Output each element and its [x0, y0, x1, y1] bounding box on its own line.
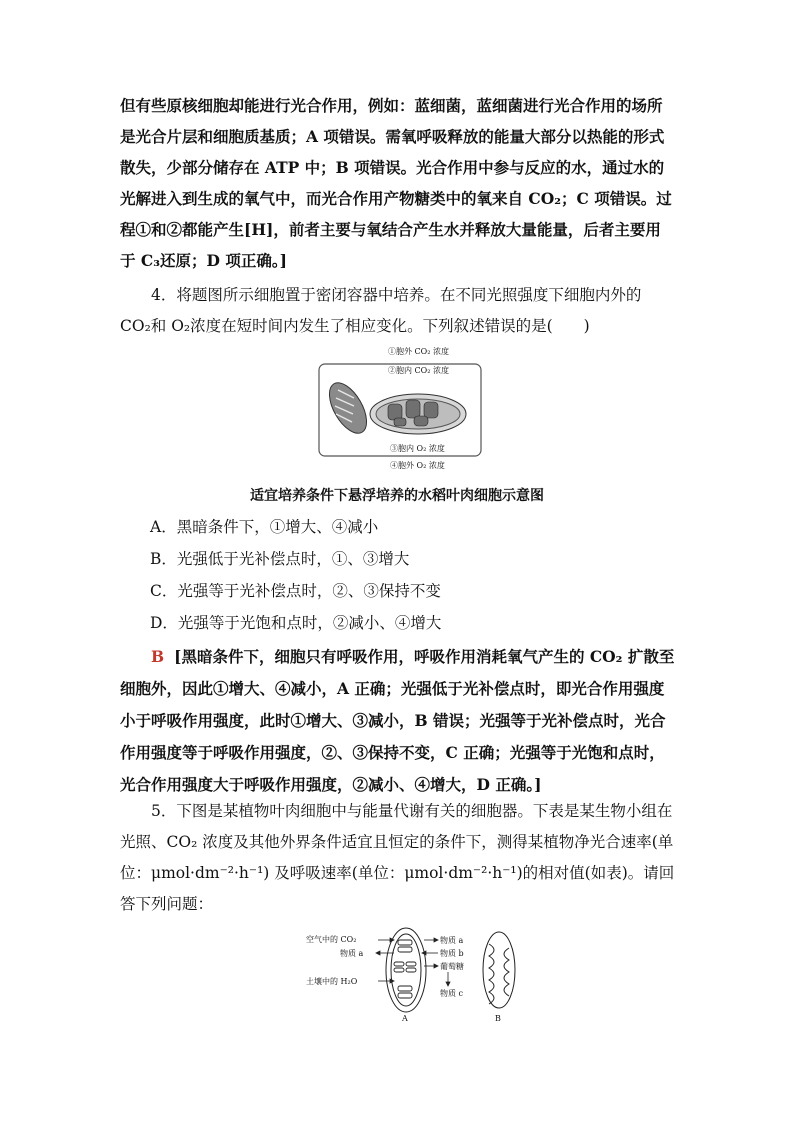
q5-label-B: B [495, 1014, 501, 1023]
q4-figure-caption: 适宜培养条件下悬浮培养的水稻叶肉细胞示意图 [250, 488, 544, 504]
q5-label-substance-c: 物质 c [440, 989, 464, 998]
option-a: A．黑暗条件下，①增大、④减小 [150, 518, 379, 536]
q5-label-co2-air: 空气中的 CO₂ [306, 935, 357, 944]
option-b: B．光强低于光补偿点时，①、③增大 [150, 550, 410, 568]
answer-letter: B [151, 647, 165, 666]
answer-explanation: [黑暗条件下，细胞只有呼吸作用，呼吸作用消耗氧气产生的 CO₂ 扩散至细胞外，因此①增大、④减小，A 正确；光强低于光补偿点时，即光合作用强度小于呼吸作用强度，此时①增大、③减小，B 错误；光强等于光补偿点时，光合作用强度等于呼吸作用强度，②、③保持不变，C 正确；光强等于光饱和点时，光合作用强度大于呼吸作用强度，②减小、④增大，D 正确。] [120, 647, 675, 794]
q5-label-substance-a-left: 物质 a [340, 949, 364, 958]
q5-label-substance-b: 物质 b [440, 949, 464, 958]
q5-label-substance-a-right: 物质 a [440, 936, 464, 945]
option-c: C．光强等于光补偿点时，②、③保持不变 [150, 582, 441, 600]
q5-figure [306, 926, 518, 1026]
intro-paragraph: 但有些原核细胞却能进行光合作用，例如：蓝细菌，蓝细菌进行光合作用的场所是光合片层和细胞质基质；A 项错误。需氧呼吸释放的能量大部分以热能的形式散失，少部分储存在 ATP 中；B 项错误。光合作用中参与反应的水，通过水的光解进入到生成的氧气中，而光合作用产物糖类中的氧来自 CO₂；C 项错误。过程①和②都能产生[H]，前者主要与氧结合产生水并释放大量能量，后者主要用于 C₃还原；D 项正确。] [120, 96, 672, 270]
q4-label-3: ③胞内 O₂ 浓度 [390, 444, 445, 453]
q4-answer-block [120, 641, 676, 801]
q4-label-4: ④胞外 O₂ 浓度 [390, 461, 445, 470]
chloroplast-shape [370, 394, 466, 434]
q4-label-2: ②胞内 CO₂ 浓度 [388, 366, 449, 375]
q5-label-A: A [402, 1014, 408, 1023]
mitochondrion-b-shape [483, 932, 515, 1008]
q4-figure [318, 346, 482, 474]
q5-label-glucose: 葡萄糖 [440, 962, 464, 971]
question-4-stem: 4．将题图所示细胞置于密闭容器中培养。在不同光照强度下细胞内外的 CO₂和 O₂浓度在短时间内发生了相应变化。下列叙述错误的是( ) [120, 286, 642, 335]
question-5-stem: 5．下图是某植物叶肉细胞中与能量代谢有关的细胞器。下表是某生物小组在光照、CO₂ 浓度及其他外界条件适宜且恒定的条件下，测得某植物净光合速率(单位：μmol·dm⁻²·h⁻¹) 及呼吸速率(单位：μmol·dm⁻²·h⁻¹)的相对值(如表)。请回答下列问题： [120, 802, 675, 913]
q5-label-water-soil: 土壤中的 H₂O [306, 977, 358, 986]
q4-label-1: ①胞外 CO₂ 浓度 [388, 347, 449, 356]
option-d: D．光强等于光饱和点时，②减小、④增大 [150, 614, 442, 632]
